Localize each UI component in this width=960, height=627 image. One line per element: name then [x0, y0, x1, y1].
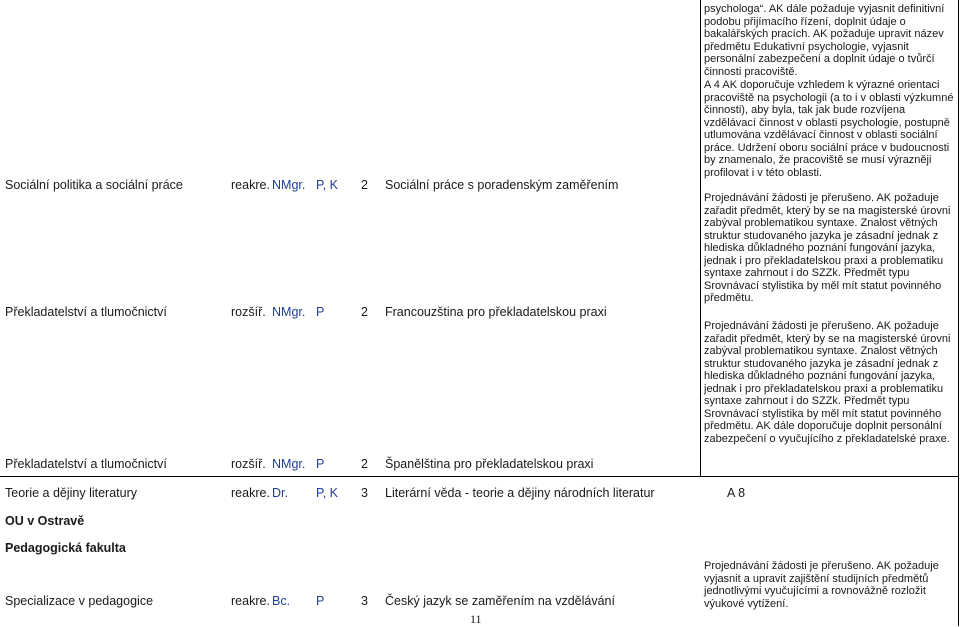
- forma-cell: P: [316, 594, 325, 608]
- typ-cell: reakre.: [231, 594, 270, 608]
- note-text: Projednávání žádosti je přerušeno. AK požaduje vyjasnit a upravit zajištění studijních předmětů jednotlivými vyučujícími a rovnovážně rozložit výukové vytížení.: [704, 560, 939, 610]
- faculty-heading: Pedagogická fakulta: [5, 541, 126, 555]
- kredity-cell: 3: [361, 486, 368, 500]
- predmet-cell: Český jazyk se zaměřením na vzdělávání: [385, 594, 615, 608]
- typ-cell: reakre.: [231, 178, 270, 192]
- kredity-cell: 3: [361, 594, 368, 608]
- titul-cell: NMgr.: [272, 457, 306, 471]
- predmet-cell: Literární věda - teorie a dějiny národních literatur: [385, 486, 655, 500]
- obor-cell: Překladatelství a tlumočnictví: [5, 457, 167, 471]
- typ-cell: reakre.: [231, 486, 270, 500]
- titul-cell: NMgr.: [272, 178, 306, 192]
- forma-cell: P, K: [316, 486, 339, 500]
- note-text: psychologa“. AK dále požaduje vyjasnit definitivní podobu přijímacího řízení, doplnit údaje o bakalářských pracích. AK požaduje upravit název předmětu Edukativní psychologie, vyjasnit personální zabezpečení a doplnit údaje o tvůrčí činnosti pracoviště.: [704, 3, 945, 78]
- titul-cell: NMgr.: [272, 305, 306, 319]
- typ-cell: rozšíř.: [231, 305, 266, 319]
- obor-cell: Překladatelství a tlumočnictví: [5, 305, 167, 319]
- row-divider: [0, 476, 959, 477]
- kredity-cell: 2: [361, 178, 368, 192]
- forma-cell: P, K: [316, 178, 339, 192]
- titul-cell: Bc.: [272, 594, 291, 608]
- kredity-cell: 2: [361, 305, 368, 319]
- typ-cell: rozšíř.: [231, 457, 266, 471]
- forma-cell: P: [316, 305, 325, 319]
- note-text: Projednávání žádosti je přerušeno. AK požaduje zařadit předmět, který by se na magisterské úrovni zabýval problematikou syntaxe. Znalost větných struktur studovaného jazyka je zásadní jednak z hlediska důkladného poznání fungování jazyka, jednak i pro překladatelskou praxi a problematiku syntaxe zahrnout i do SZZk. Předmět typu Srovnávací stylistika by měl mít statut povinného předmětu.: [704, 192, 951, 304]
- predmet-cell: Francouzština pro překladatelskou praxi: [385, 305, 607, 319]
- predmet-cell: Sociální práce s poradenským zaměřením: [385, 178, 619, 192]
- obor-cell: Sociální politika a sociální práce: [5, 178, 183, 192]
- page-number: 11: [470, 612, 482, 626]
- forma-cell: P: [316, 457, 325, 471]
- note-text: A 4 AK doporučuje vzhledem k výrazné orientaci pracoviště na psychologii (a to i v oblasti výzkumné činnosti), aby byla, tak jak bude rozvíjena vzdělávací činnost v oblasti psychologie, postupně utlumována vzdělávací činnost v oblasti sociální práce. Udržení oboru sociální práce v budoucnosti by znamenalo, že pracoviště se musí výrazněji profilovat i v této oblasti.: [704, 79, 954, 179]
- kredity-cell: 2: [361, 457, 368, 471]
- predmet-cell: Španělština pro překladatelskou praxi: [385, 457, 594, 471]
- column-divider: [958, 0, 959, 626]
- obor-cell: Specializace v pedagogice: [5, 594, 154, 608]
- titul-cell: Dr.: [272, 486, 288, 500]
- note-text: Projednávání žádosti je přerušeno. AK požaduje zařadit předmět, který by se na magisterské úrovni zabýval problematikou syntaxe. Znalost větných struktur studovaného jazyka je zásadní jednak z hlediska důkladného poznání fungování jazyka, jednak i pro překladatelskou praxi a problematiku syntaxe zahrnout i do SZZk. Předmět typu Srovnávací stylistika by měl mít statut povinného předmětu. AK dále doporučuje doplnit personální zabezpečení o vyučujícího z překladatelské praxe.: [704, 320, 951, 445]
- university-heading: OU v Ostravě: [5, 514, 85, 528]
- obor-cell: Teorie a dějiny literatury: [5, 486, 138, 500]
- extra-cell: A 8: [727, 486, 746, 500]
- column-divider: [700, 0, 701, 476]
